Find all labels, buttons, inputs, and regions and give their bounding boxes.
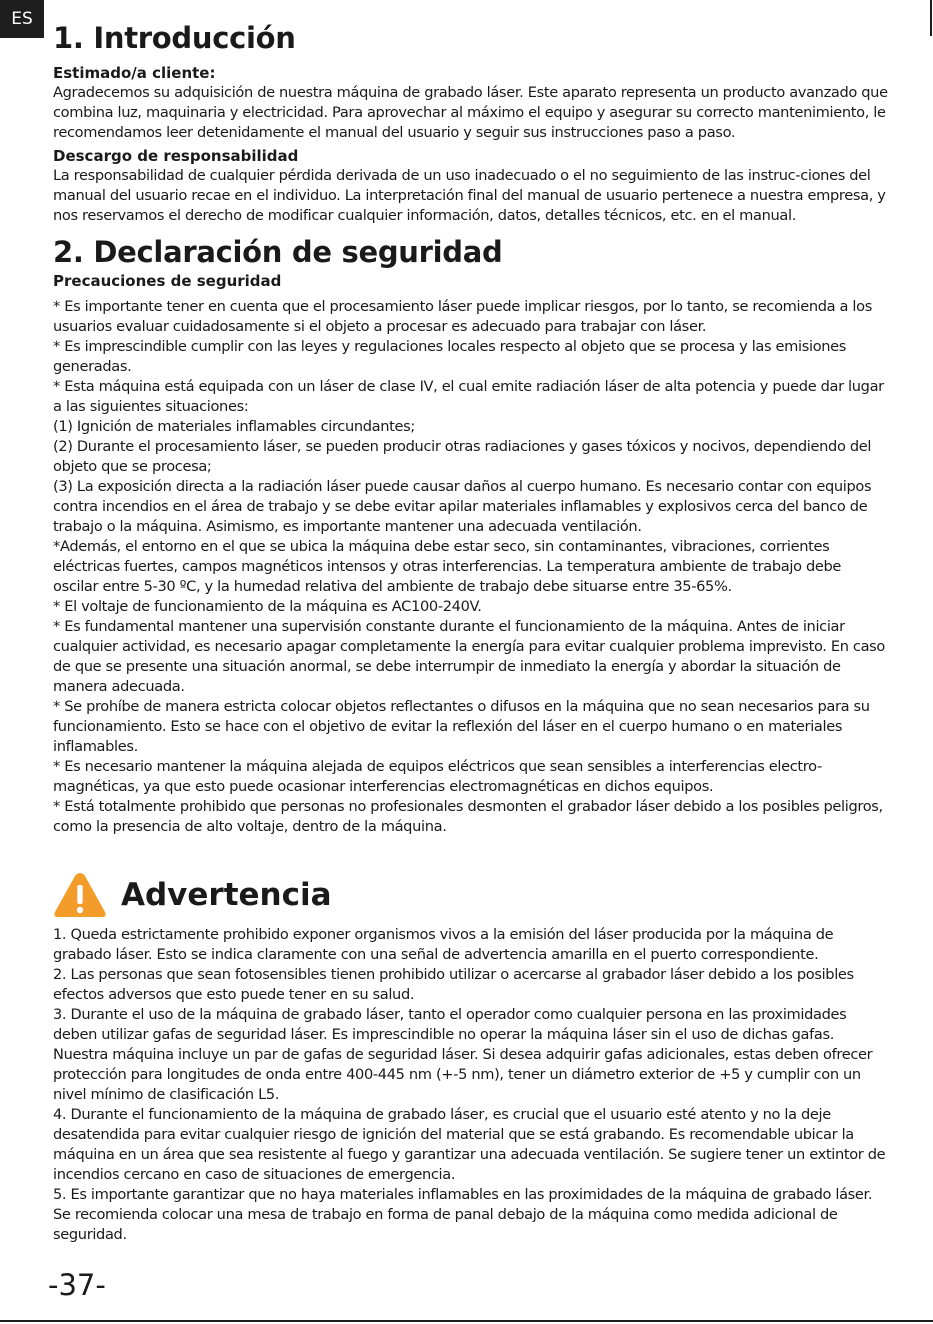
safety-item: * Es imprescindible cumplir con las leyes y regulaciones locales respecto al objeto que se procesa y las emisiones generadas. <box>53 338 847 375</box>
section-2-title: 2. Declaración de seguridad <box>53 235 503 269</box>
safety-item: (3) La exposición directa a la radiación láser puede causar daños al cuerpo humano. Es necesario contar con equipos contra incendios en el área de trabajo y se debe evitar apilar materiales inflamables y explosivos cerca del banco de trabajo o la máquina. Asimismo, es importante mantener una adecuada ventilación. <box>53 478 872 535</box>
warning-item: 4. Durante el funcionamiento de la máquina de grabado láser, es crucial que el usuario esté atento y no la deje desatendida para evitar cualquier riesgo de ignición del material que se está grabando. Es recomendable ubicar la máquina en un área que sea resistente al fuego y garantizar una adecuada ventilación. Se sugiere tener un extintor de incendios cercano en caso de situaciones de emergencia. <box>53 1106 886 1183</box>
safety-item: * Está totalmente prohibido que personas no profesionales desmonten el grabador láser debido a los posibles peligros, como la presencia de alto voltaje, dentro de la máquina. <box>53 798 883 835</box>
warning-title: Advertencia <box>121 877 332 913</box>
language-tab: ES <box>0 0 44 38</box>
safety-item: * El voltaje de funcionamiento de la máquina es AC100-240V. <box>53 598 482 615</box>
warning-item: 5. Es importante garantizar que no haya materiales inflamables en las proximidades de la máquina de grabado láser. Se recomienda colocar una mesa de trabajo en forma de panal debajo de la máquina como medida adicional de seguridad. <box>53 1186 873 1243</box>
greeting-heading: Estimado/a cliente: <box>53 64 216 82</box>
warning-header <box>53 865 889 925</box>
disclaimer-heading: Descargo de responsabilidad <box>53 147 299 165</box>
safety-item: (2) Durante el procesamiento láser, se pueden producir otras radiaciones y gases tóxicos y nocivos, dependiendo del objeto que se procesa; <box>53 438 872 475</box>
warning-item: 2. Las personas que sean fotosensibles tienen prohibido utilizar o acercarse al grabador láser debido a los posibles efectos adversos que esto puede tener en su salud. <box>53 966 854 1003</box>
safety-item: * Se prohíbe de manera estricta colocar objetos reflectantes o difusos en la máquina que no sean necesarios para su funcionamiento. Esto se hace con el objetivo de evitar la reflexión del láser en el cuerpo humano o en materiales inflamables. <box>53 698 870 755</box>
edge-mark <box>930 0 932 36</box>
warning-item: 3. Durante el uso de la máquina de grabado láser, tanto el operador como cualquier persona en las proximidades deben utilizar gafas de seguridad láser. Es imprescindible no operar la máquina láser sin el uso de dichas gafas. Nuestra máquina incluye un par de gafas de seguridad láser. Si desea adquirir gafas adicionales, estas deben ofrecer protección para longitudes de onda entre 400-445 nm (+-5 nm), tener un diámetro exterior de +5 y cumplir con un nivel mínimo de clasificación L5. <box>53 1006 873 1103</box>
safety-item: * Es necesario mantener la máquina alejada de equipos eléctricos que sean sensibles a interferencias electro-magnéticas, ya que esto puede ocasionar interferencias electromagnéticas en dichos equipos. <box>53 758 822 795</box>
page-number: -37- <box>48 1268 106 1302</box>
safety-item: *Además, el entorno en el que se ubica la máquina debe estar seco, sin contaminantes, vibraciones, corrientes eléctricas fuertes, campos magnéticos intensos y otras interferencias. La temperatura ambiente de trabajo debe oscilar entre 5-30 ºC, y la humedad relativa del ambiente de trabajo debe situarse entre 35-65%. <box>53 538 842 595</box>
disclaimer-paragraph: La responsabilidad de cualquier pérdida derivada de un uso inadecuado o el no seguimiento de las instruc-ciones del manual del usuario recae en el individuo. La interpretación final del manual de usuario pertenece a nuestra empresa, y nos reservamos el derecho de modificar cualquier información, datos, detalles técnicos, etc. en el manual. <box>53 167 886 224</box>
warning-item: 1. Queda estrictamente prohibido exponer organismos vivos a la emisión del láser producida por la máquina de grabado láser. Esto se indica claramente con una señal de advertencia amarilla en el puerto correspondiente. <box>53 926 834 963</box>
intro-paragraph: Agradecemos su adquisición de nuestra máquina de grabado láser. Este aparato representa un producto avanzado que combina luz, maquinaria y electricidad. Para aprovechar al máximo el equipo y asegurar su correcto mantenimiento, le recomendamos leer detenidamente el manual del usuario y seguir sus instrucciones paso a paso. <box>53 84 888 141</box>
warning-triangle-icon <box>53 870 107 920</box>
safety-item: * Es fundamental mantener una supervisión constante durante el funcionamiento de la máquina. Antes de iniciar cualquier actividad, es necesario apagar completamente la energía para evitar cualquier problema imprevisto. En caso de que se presente una situación anormal, se debe interrumpir de inmediato la energía y abordar la situación de manera adecuada. <box>53 618 886 695</box>
section-1-title: 1. Introducción <box>53 21 296 55</box>
precautions-heading: Precauciones de seguridad <box>53 272 282 290</box>
safety-item: (1) Ignición de materiales inflamables circundantes; <box>53 418 415 435</box>
safety-item: * Esta máquina está equipada con un láser de clase IV, el cual emite radiación láser de alta potencia y puede dar lugar a las siguientes situaciones: <box>53 378 884 415</box>
page-content <box>53 18 889 1245</box>
bottom-rule <box>0 1320 933 1322</box>
safety-item: * Es importante tener en cuenta que el procesamiento láser puede implicar riesgos, por lo tanto, se recomienda a los usuarios evaluar cuidadosamente si el objeto a procesar es adecuado para trabajar con láser. <box>53 298 872 335</box>
